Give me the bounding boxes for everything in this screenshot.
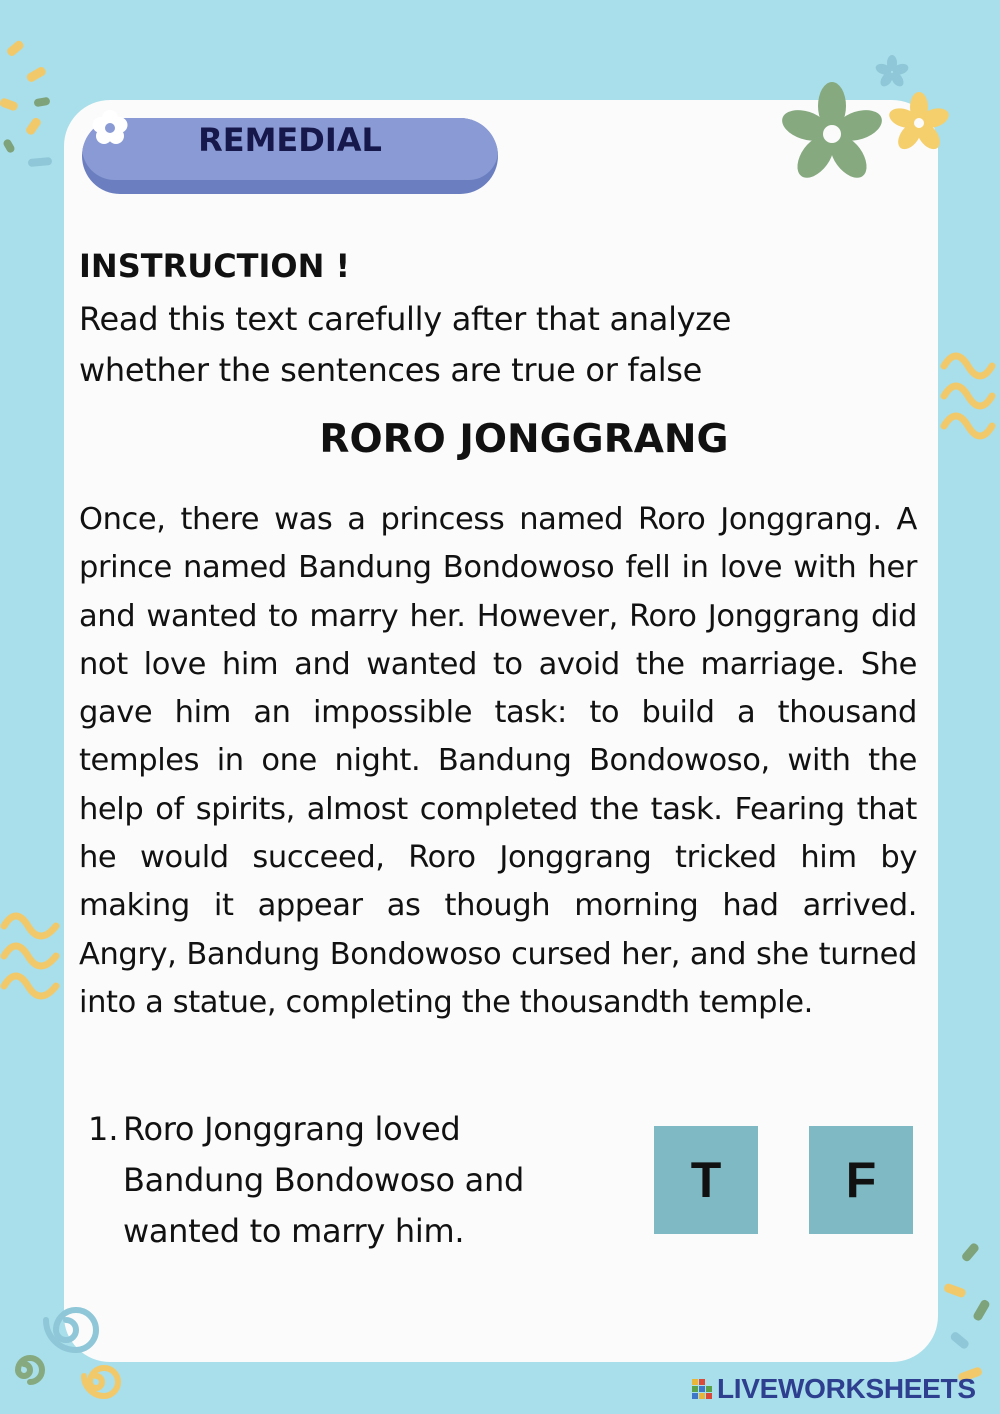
false-answer-box[interactable]: F xyxy=(809,1126,913,1234)
true-answer-box[interactable]: T xyxy=(654,1126,758,1234)
flower-icon xyxy=(86,104,134,152)
flower-icon xyxy=(872,52,912,92)
squiggle-icon xyxy=(0,900,64,1000)
flower-icon xyxy=(776,76,896,196)
liveworksheets-brand xyxy=(692,1374,976,1404)
liveworksheets-logo-icon xyxy=(692,1377,714,1401)
flower-icon xyxy=(884,88,954,158)
instruction-heading: INSTRUCTION ! xyxy=(79,247,351,285)
confetti-icon xyxy=(940,1240,1000,1390)
story-title: RORO JONGGRANG xyxy=(319,417,729,462)
brand-text: LIVEWORKSHEETS xyxy=(717,1373,976,1404)
question-number: 1. xyxy=(88,1110,119,1148)
swirl-icon xyxy=(4,1290,124,1410)
confetti-icon xyxy=(0,30,70,180)
story-text: Once, there was a princess named Roro Jonggrang. A prince named Bandung Bondowoso fell in love with her and wanted to marry her. However, Roro Jonggrang did not love him and wanted to avoid the marriage. She gave him an impossible task: to build a thousand temples in one night. Bandung Bondowoso, with the help of spirits, almost completed the task. Fearing that he would succeed, Roro Jonggrang tricked him by making it appear as though morning had arrived. Angry, Bandung Bondowoso cursed her, and she turned into a statue, completing the thousandth temple. xyxy=(79,502,917,1020)
section-badge xyxy=(82,118,498,194)
instruction-text: Read this text carefully after that analyze whether the sentences are true or false xyxy=(79,300,732,389)
question-text: Roro Jonggrang loved Bandung Bondowoso and wanted to marry him. xyxy=(123,1110,524,1250)
badge-label: REMEDIAL xyxy=(198,121,382,159)
